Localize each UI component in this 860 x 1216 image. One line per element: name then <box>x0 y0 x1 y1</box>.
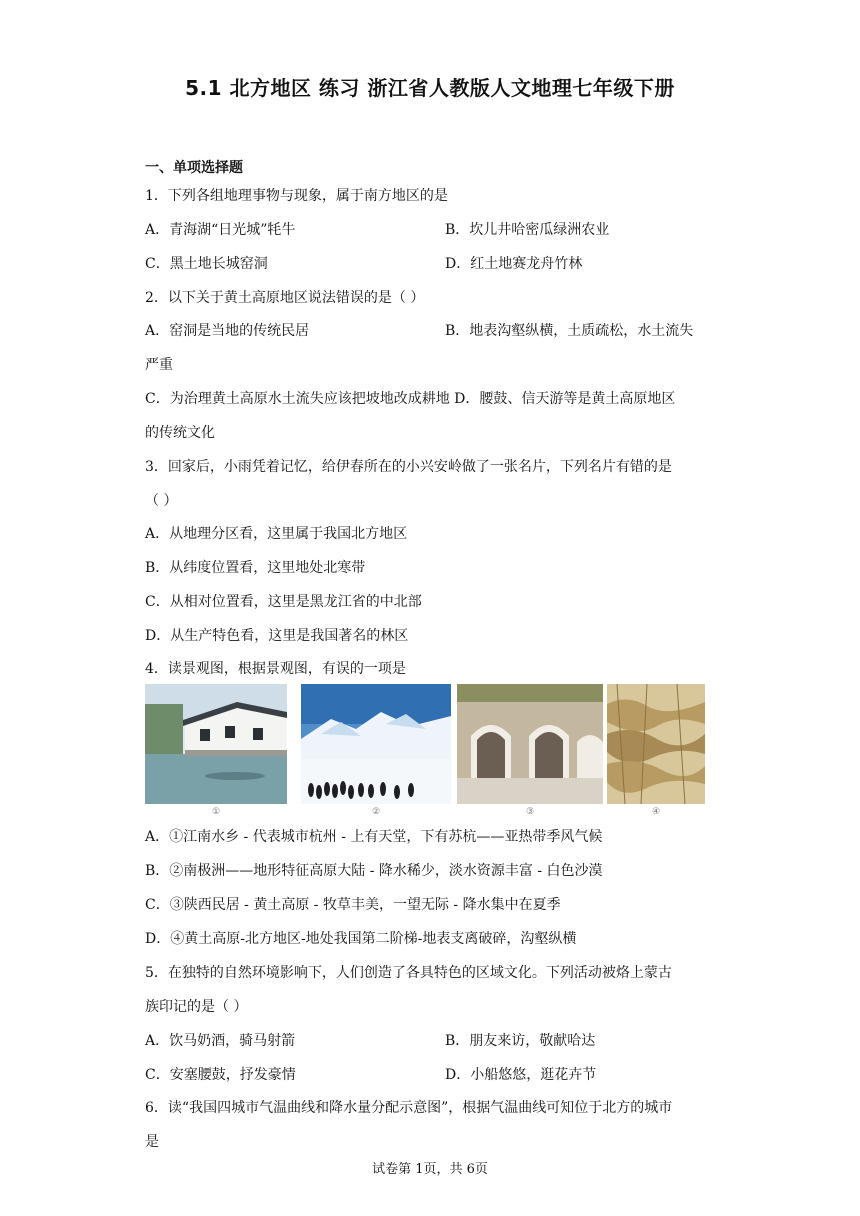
question-1-stem: 1．下列各组地理事物与现象，属于南方地区的是 <box>145 188 448 204</box>
section-heading: 一、单项选择题 <box>145 160 243 176</box>
question-1-option-c: C．黑土地长城窑洞 <box>145 256 268 272</box>
figure-label-1: ① <box>145 804 287 820</box>
question-1-option-b: B．坎儿井哈密瓜绿洲农业 <box>445 222 610 238</box>
figure-loess-plateau <box>607 684 705 820</box>
question-3-option-d: D．从生产特色看，这里是我国著名的林区 <box>145 628 409 644</box>
question-5-option-c: C．安塞腰鼓，抒发豪情 <box>145 1067 296 1083</box>
question-6-stem-cont: 是 <box>145 1134 159 1150</box>
question-4-option-a: A．①江南水乡 - 代表城市杭州 - 上有天堂，下有苏杭——亚热带季风气候 <box>145 829 603 845</box>
question-6-stem: 6．读“我国四城市气温曲线和降水量分配示意图”，根据气温曲线可知位于北方的城市 <box>145 1100 673 1116</box>
question-3-option-c: C．从相对位置看，这里是黑龙江省的中北部 <box>145 594 422 610</box>
question-5-option-a: A．饮马奶酒，骑马射箭 <box>145 1033 296 1049</box>
figure-label-2: ② <box>301 804 451 820</box>
question-5-option-d: D．小船悠悠，逛花卉节 <box>445 1067 597 1083</box>
question-3-option-b: B．从纬度位置看，这里地处北寒带 <box>145 560 366 576</box>
figure-cave-dwelling <box>457 684 603 820</box>
question-4-option-d: D．④黄土高原-北方地区-地处我国第二阶梯-地表支离破碎，沟壑纵横 <box>145 931 577 947</box>
question-1-option-d: D．红土地赛龙舟竹林 <box>445 256 583 272</box>
question-2-stem: 2．以下关于黄土高原地区说法错误的是（ ） <box>145 290 425 306</box>
figure-label-3: ③ <box>457 804 603 820</box>
figure-label-4: ④ <box>607 804 705 820</box>
question-4-stem: 4．读景观图，根据景观图，有误的一项是 <box>145 661 406 677</box>
question-1-option-a: A．青海湖“日光城”牦牛 <box>145 222 296 238</box>
question-2-option-d-cont: 的传统文化 <box>145 425 215 441</box>
question-5-stem: 5．在独特的自然环境影响下，人们创造了各具特色的区域文化。下列活动被烙上蒙古 <box>145 965 672 981</box>
question-5-stem-cont: 族印记的是（ ） <box>145 999 248 1015</box>
question-2-option-cd: C．为治理黄土高原水土流失应该把坡地改成耕地 D．腰鼓、信天游等是黄土高原地区 <box>145 391 676 407</box>
question-3-option-a: A．从地理分区看，这里属于我国北方地区 <box>145 526 408 542</box>
question-3-stem-cont: （ ） <box>145 493 178 509</box>
page-footer: 试卷第 1页，共 6页 <box>372 1162 488 1177</box>
question-2-option-b: B．地表沟壑纵横，土质疏松，水土流失 <box>445 323 694 339</box>
figure-water-town <box>145 684 287 820</box>
question-4-option-c: C．③陕西民居 - 黄土高原 - 牧草丰美，一望无际 - 降水集中在夏季 <box>145 897 561 913</box>
landscape-figures <box>145 684 705 820</box>
figure-antarctica <box>301 684 451 820</box>
question-4-option-b: B．②南极洲——地形特征高原大陆 - 降水稀少，淡水资源丰富 - 白色沙漠 <box>145 863 603 879</box>
question-5-option-b: B．朋友来访，敬献哈达 <box>445 1033 596 1049</box>
question-2-option-a: A．窑洞是当地的传统民居 <box>145 323 310 339</box>
page-title: 5.1 北方地区 练习 浙江省人教版人文地理七年级下册 <box>185 76 675 100</box>
question-2-option-b-cont: 严重 <box>145 357 173 373</box>
question-3-stem: 3．回家后，小雨凭着记忆，给伊春所在的小兴安岭做了一张名片，下列名片有错的是 <box>145 459 672 475</box>
